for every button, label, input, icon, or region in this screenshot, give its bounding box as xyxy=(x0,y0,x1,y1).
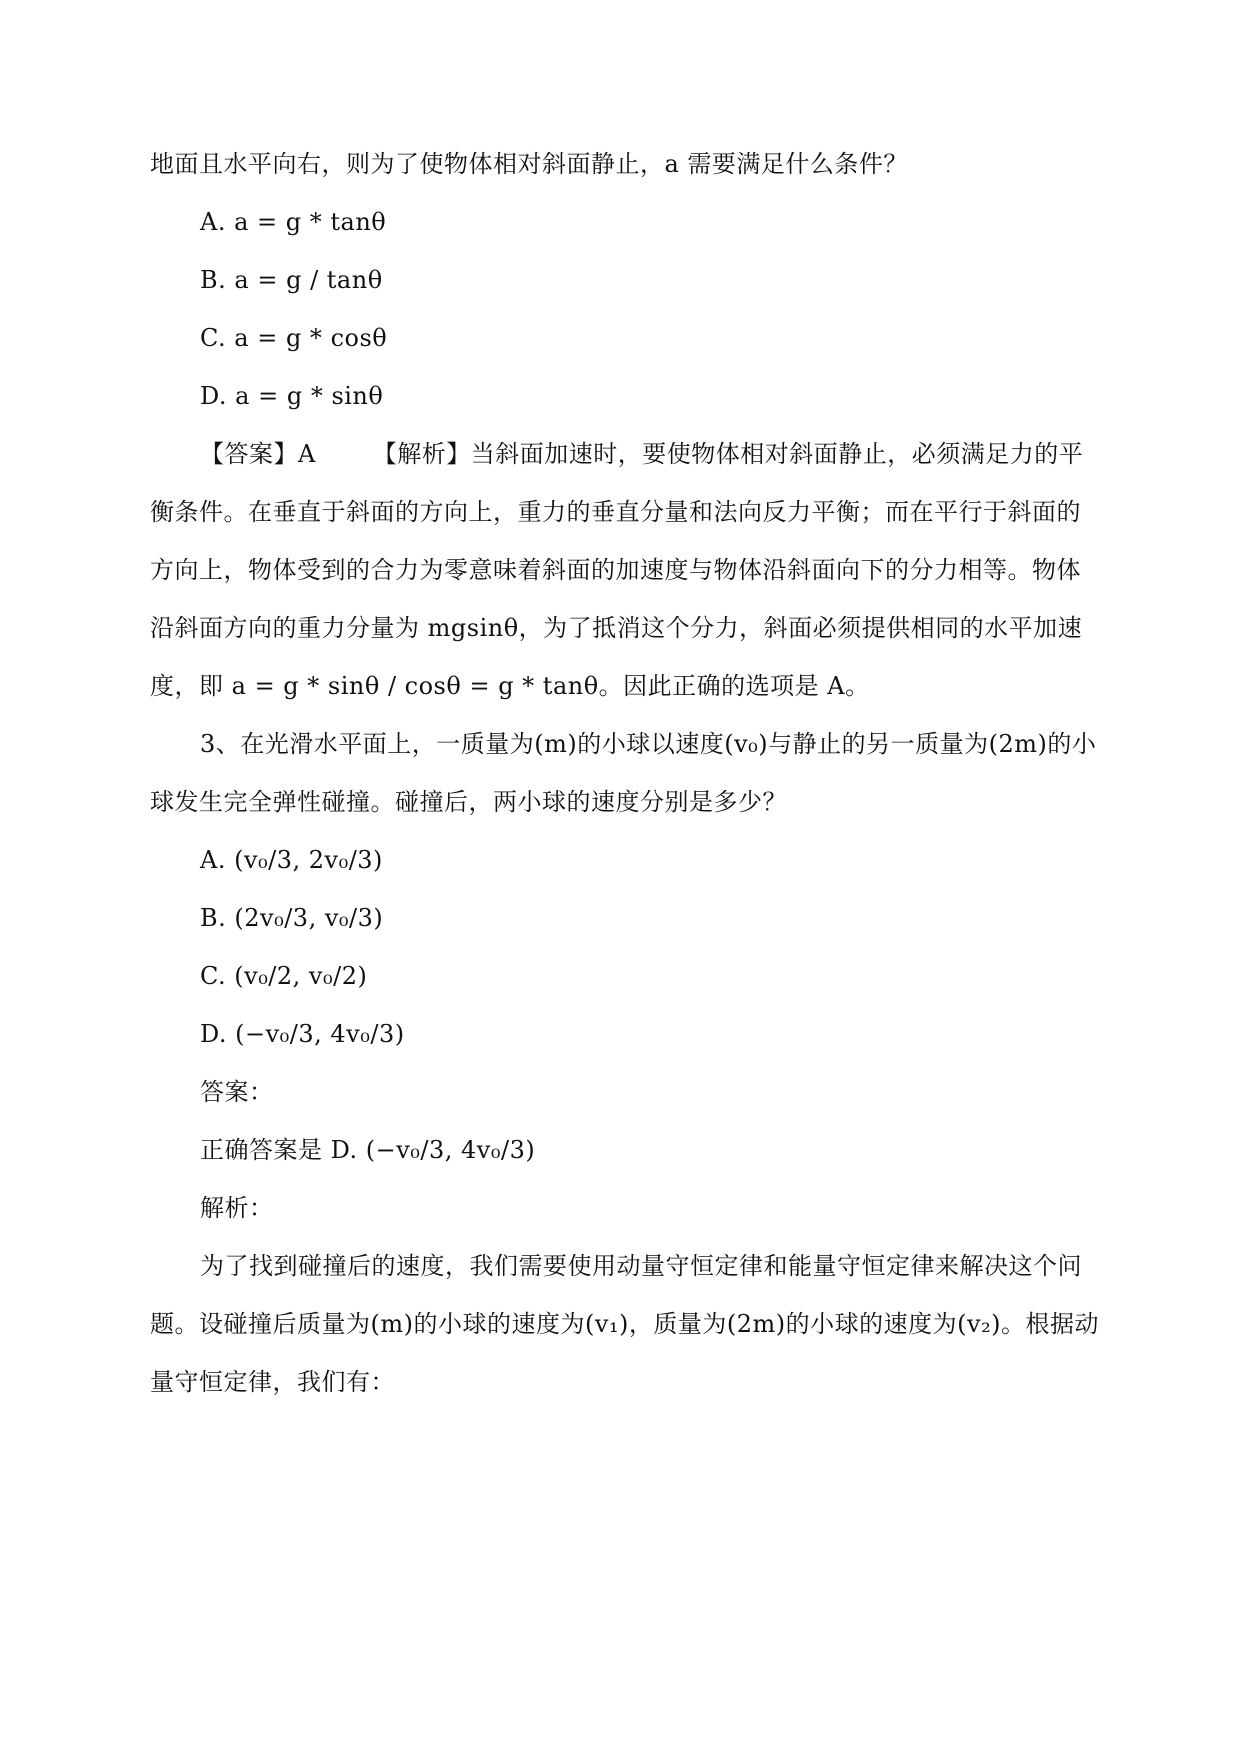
q3-explanation-line-2: 题。设碰撞后质量为(m)的小球的速度为(v₁)，质量为(2m)的小球的速度为(v₂)。根据动 xyxy=(150,1310,1100,1338)
q2-option-d: D. a = g * sinθ xyxy=(200,382,384,410)
q2-explanation-line-2: 衡条件。在垂直于斜面的方向上，重力的垂直分量和法向反力平衡；而在平行于斜面的 xyxy=(150,498,1081,526)
q3-explanation-line-1: 为了找到碰撞后的速度，我们需要使用动量守恒定律和能量守恒定律来解决这个问 xyxy=(200,1252,1082,1280)
q3-option-b: B. (2v₀/3, v₀/3) xyxy=(200,904,384,932)
q3-option-d: D. (−v₀/3, 4v₀/3) xyxy=(200,1020,405,1048)
q3-explanation-line-3: 量守恒定律，我们有： xyxy=(150,1368,395,1396)
question-3-stem-line-1: 3、在光滑水平面上，一质量为(m)的小球以速度(v₀)与静止的另一质量为(2m)的小 xyxy=(200,730,1097,758)
q2-option-c: C. a = g * cosθ xyxy=(200,324,388,352)
question-3-stem-line-2: 球发生完全弹性碰撞。碰撞后，两小球的速度分别是多少？ xyxy=(150,788,787,816)
q3-option-a: A. (v₀/3, 2v₀/3) xyxy=(200,846,383,874)
q2-option-b: B. a = g / tanθ xyxy=(200,266,383,294)
q2-explanation-line-4: 沿斜面方向的重力分量为 mgsinθ，为了抵消这个分力，斜面必须提供相同的水平加速 xyxy=(150,614,1083,642)
q3-answer-heading: 答案： xyxy=(200,1078,274,1106)
q3-option-c: C. (v₀/2, v₀/2) xyxy=(200,962,368,990)
question-2-stem-tail: 地面且水平向右，则为了使物体相对斜面静止，a 需要满足什么条件？ xyxy=(150,150,908,178)
q2-answer-explanation-line-1: 【答案】A 【解析】当斜面加速时，要使物体相对斜面静止，必须满足力的平 xyxy=(200,440,1084,468)
q2-explanation-line-3: 方向上，物体受到的合力为零意味着斜面的加速度与物体沿斜面向下的分力相等。物体 xyxy=(150,556,1081,584)
q3-correct-answer: 正确答案是 D. (−v₀/3, 4v₀/3) xyxy=(200,1136,536,1164)
q2-explanation-line-5: 度，即 a = g * sinθ / cosθ = g * tanθ。因此正确的选项是 A。 xyxy=(150,672,870,700)
q2-option-a: A. a = g * tanθ xyxy=(200,208,387,236)
q3-explanation-heading: 解析： xyxy=(200,1194,274,1222)
